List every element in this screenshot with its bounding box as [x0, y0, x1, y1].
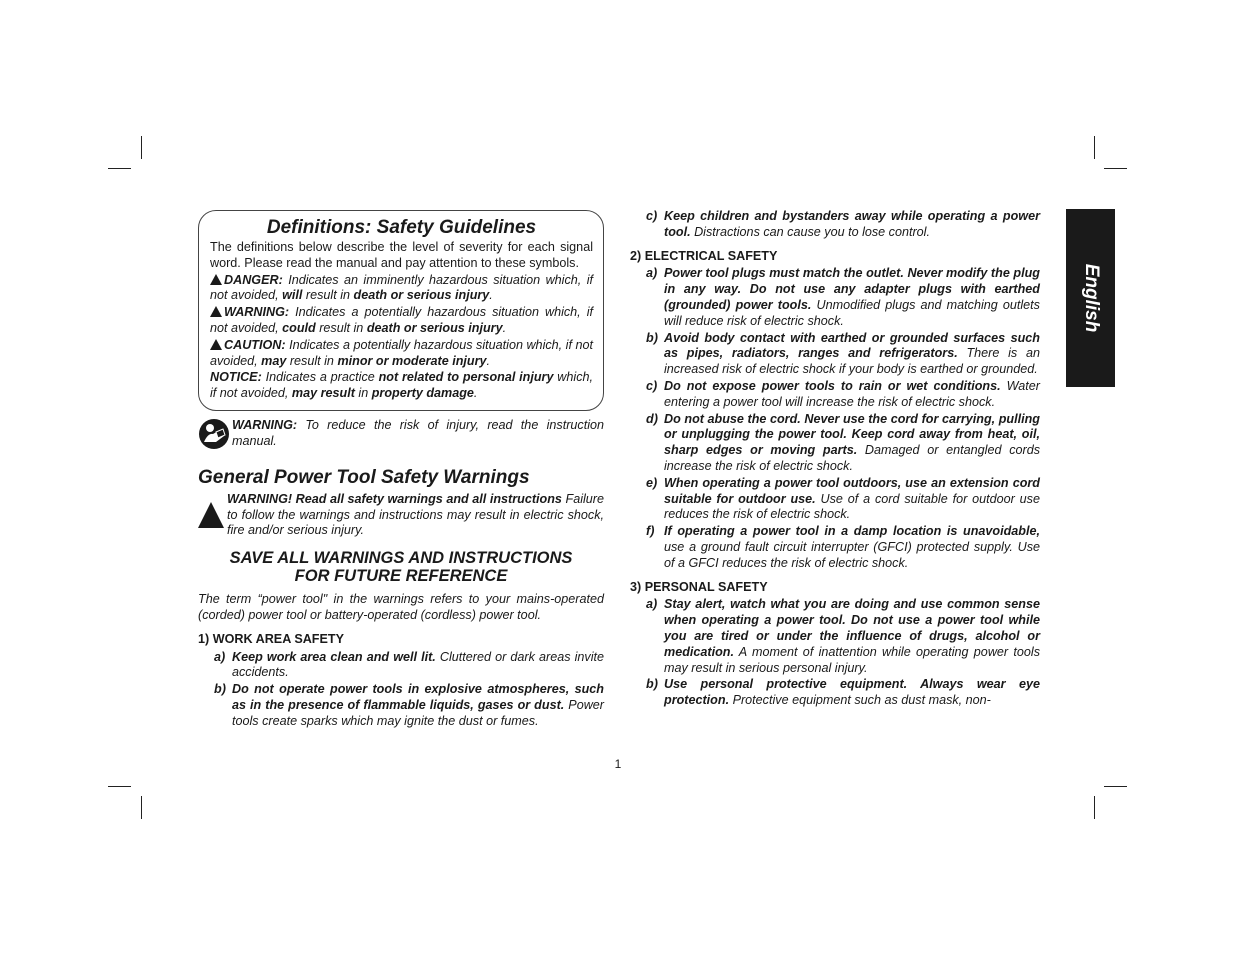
crop-mark [141, 136, 142, 159]
personal-heading: 3) PERSONAL SAFETY [630, 579, 768, 594]
general-warning: WARNING! Read all safety warnings and all instructions Failure to follow the warnings and instructions may result in electric shock, fire and/or serious injury. [198, 492, 604, 539]
crop-mark [1104, 168, 1127, 169]
list-item: a) Power tool plugs must match the outlet. Never modify the plug in any way. Do not use any adapter plugs with earthed (grounded) power tools. Unmodified plugs and matching outlets will reduce risk of electric shock. [646, 266, 1040, 328]
right-column [630, 208, 1040, 710]
definitions-box [198, 210, 604, 411]
list-item: d) Do not abuse the cord. Never use the cord for carrying, pulling or unplugging the power tool. Keep cord away from heat, oil, sharp edges or moving parts. Damaged or entangled cords increase the risk of electric shock. [646, 411, 1040, 473]
save-all-heading: SAVE ALL WARNINGS AND INSTRUCTIONS FOR FUTURE REFERENCE [229, 549, 573, 586]
list-item: f) If operating a power tool in a damp location is unavoidable, use a ground fault circuit interrupter (GFCI) protected supply. Use of a GFCI reduces the risk of electric shock. [646, 524, 1040, 570]
list-item: a) Keep work area clean and well lit. Cluttered or dark areas invite accidents. [214, 649, 604, 680]
general-warnings-title: General Power Tool Safety Warnings [198, 466, 530, 488]
danger-definition: DANGER: Indicates an imminently hazardous situation which, if not avoided, will result in death or serious injury. [210, 272, 593, 303]
warning-definition: WARNING: Indicates a potentially hazardous situation which, if not avoided, could result in death or serious injury. [210, 305, 593, 335]
crop-mark [1104, 786, 1127, 787]
warning-triangle-icon [198, 492, 224, 533]
language-tab: English [1066, 209, 1115, 387]
power-tool-definition: The term “power tool" in the warnings refers to your mains-operated (corded) power tool or battery-operated (cordless) power tool. [198, 592, 604, 622]
work-area-heading: 1) WORK AREA SAFETY [198, 631, 344, 646]
list-item: b) Use personal protective equipment. Always wear eye protection. Protective equipment such as dust mask, non- [646, 677, 1040, 708]
page-number: 1 [614, 757, 622, 771]
crop-mark [1094, 796, 1095, 819]
left-column [198, 210, 604, 731]
crop-mark [1094, 136, 1095, 159]
definitions-title: Definitions: Safety Guidelines [266, 217, 537, 238]
list-item: e) When operating a power tool outdoors, use an extension cord suitable for outdoor use. Use of a cord suitable for outdoor use reduces the risk of electric shock. [646, 475, 1040, 522]
definitions-intro: The definitions below describe the level of severity for each signal word. Please read the manual and pay attention to these symbols. [210, 240, 593, 270]
electrical-heading: 2) ELECTRICAL SAFETY [630, 248, 778, 263]
warning-triangle-icon [210, 339, 222, 350]
list-item: c) Keep children and bystanders away while operating a power tool. Distractions can cause you to lose control. [646, 209, 1040, 239]
list-item: b) Do not operate power tools in explosive atmospheres, such as in the presence of flammable liquids, gases or dust. Power tools create sparks which may ignite the dust or fumes. [214, 682, 605, 728]
list-item: a) Stay alert, watch what you are doing and use common sense when operating a power tool. Do not use a power tool while you are tired or under the influence of drugs, alcohol or medication. A moment of inattention while operating power tools may result in serious personal injury. [646, 597, 1040, 675]
warning-triangle-icon [210, 306, 222, 317]
list-item: b) Avoid body contact with earthed or grounded surfaces such as pipes, radiators, ranges and refrigerators. There is an increased risk of electric shock if your body is earthed or grounded. [646, 330, 1040, 377]
read-manual-icon [198, 418, 230, 455]
warning-triangle-icon [210, 274, 222, 285]
crop-mark [141, 796, 142, 819]
crop-mark [108, 786, 131, 787]
crop-mark [108, 168, 131, 169]
read-manual-warning: WARNING: To reduce the risk of injury, read the instruction manual. [198, 418, 604, 455]
list-item: c) Do not expose power tools to rain or wet conditions. Water entering a power tool will increase the risk of electric shock. [646, 378, 1040, 409]
notice-definition: NOTICE: Indicates a practice not related to personal injury which, if not avoided, may result in property damage. [210, 370, 593, 401]
caution-definition: CAUTION: Indicates a potentially hazardous situation which, if not avoided, may result in minor or moderate injury. [210, 337, 593, 368]
